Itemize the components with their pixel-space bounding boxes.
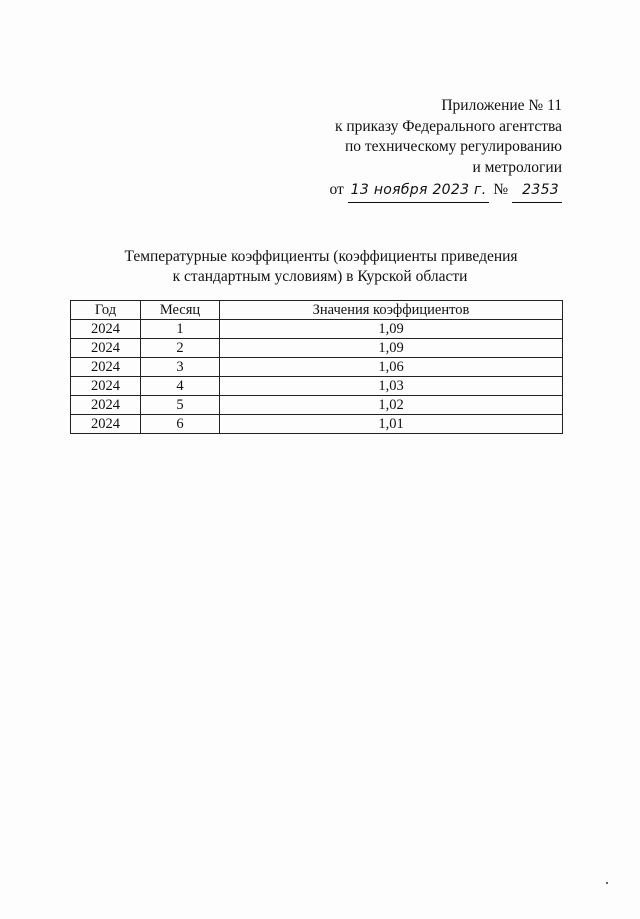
order-date-line xyxy=(329,180,562,203)
document-title-line-1: Температурные коэффициенты (коэффициенты приведения xyxy=(124,248,518,265)
cell-value: 1,09 xyxy=(220,320,563,339)
cell-value: 1,09 xyxy=(220,339,563,358)
cell-value: 1,02 xyxy=(220,396,563,415)
cell-value: 1,06 xyxy=(220,358,563,377)
appendix-order-ref: к приказу Федерального агентства xyxy=(334,117,562,135)
cell-month: 3 xyxy=(141,358,220,377)
cell-year: 2024 xyxy=(71,415,141,434)
document-title-line-2: к стандартным условиям) в Курской области xyxy=(172,268,468,285)
cell-year: 2024 xyxy=(71,339,141,358)
column-header-year: Год xyxy=(71,301,141,320)
table-row xyxy=(71,320,563,339)
table-row xyxy=(71,339,563,358)
cell-month: 6 xyxy=(141,415,220,434)
order-number-handwritten: 2353 xyxy=(512,180,562,203)
cell-year: 2024 xyxy=(71,320,141,339)
order-number-label: № xyxy=(493,181,509,198)
appendix-title: Приложение № 11 xyxy=(441,97,562,114)
document-title xyxy=(0,247,640,287)
order-from-label: от xyxy=(329,181,344,198)
appendix-header xyxy=(329,96,562,203)
cell-month: 1 xyxy=(141,320,220,339)
order-date-handwritten: 13 ноября 2023 г. xyxy=(348,180,490,203)
cell-month: 2 xyxy=(141,339,220,358)
table-row xyxy=(71,358,563,377)
column-header-month: Месяц xyxy=(141,301,220,320)
cell-month: 4 xyxy=(141,377,220,396)
scan-speck xyxy=(606,882,608,884)
coefficients-table xyxy=(70,300,563,434)
appendix-agency-line: по техническому регулированию xyxy=(344,138,562,155)
cell-value: 1,03 xyxy=(220,377,563,396)
cell-month: 5 xyxy=(141,396,220,415)
table-header-row xyxy=(71,301,563,320)
appendix-metrology-line: и метрологии xyxy=(472,158,562,176)
cell-year: 2024 xyxy=(71,377,141,396)
cell-year: 2024 xyxy=(71,396,141,415)
table-row xyxy=(71,396,563,415)
table-row xyxy=(71,377,563,396)
column-header-value: Значения коэффициентов xyxy=(220,301,563,320)
table-row xyxy=(71,415,563,434)
cell-year: 2024 xyxy=(71,358,141,377)
cell-value: 1,01 xyxy=(220,415,563,434)
